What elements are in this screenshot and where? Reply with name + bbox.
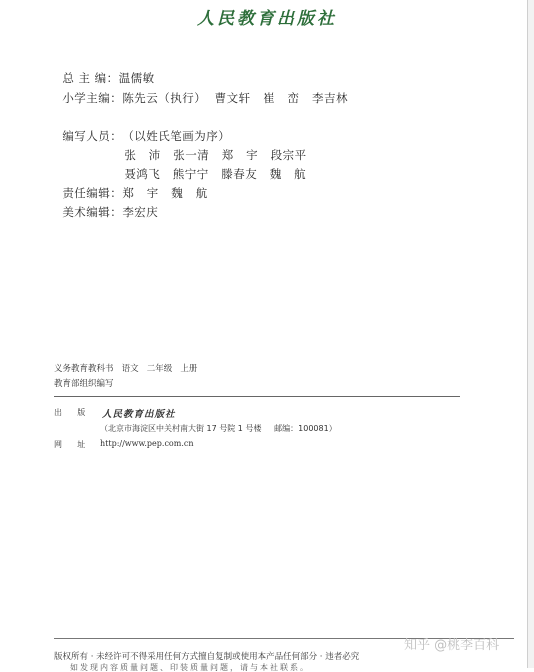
credit-value: （以姓氏笔画为序） (122, 129, 231, 143)
watermark: 知乎 @桃李百科 (404, 638, 500, 653)
credit-label: 总 主 编： (62, 71, 119, 85)
credit-value: 李宏庆 (122, 205, 159, 219)
publisher-logo-top: 人民教育出版社 (197, 9, 337, 29)
publisher-address: （北京市海淀区中关村南大街 17 号院 1 号楼 邮编：100081） (100, 424, 337, 433)
credit-label: 编写人员： (62, 129, 123, 143)
publisher-logo-small: 人民教育出版社 (102, 409, 176, 420)
book-title: 义务教育教科书 语文 二年级 上册 (54, 364, 198, 374)
copyright-notice: 版权所有 · 未经许可不得采用任何方式擅自复制或使用本产品任何部分 · 违者必究 (54, 652, 360, 662)
credit-value: 张 沛 张一清 郑 宇 段宗平 (124, 148, 307, 162)
page-right-margin (528, 0, 534, 668)
publisher-label: 出 版 (54, 408, 86, 417)
credit-label: 美术编辑： (62, 205, 123, 219)
credit-value: 温儒敏 (118, 71, 155, 85)
credit-label: 小学主编： (62, 91, 123, 105)
credit-label: 责任编辑： (62, 186, 123, 200)
credit-value: 聂鸿飞 熊宁宁 滕春友 魏 航 (124, 167, 307, 181)
credit-value: 陈先云（执行） 曹文轩 崔 峦 李吉林 (122, 91, 349, 105)
divider-top (54, 396, 460, 397)
credit-art-editor (54, 190, 158, 220)
website-label: 网 址 (54, 440, 86, 449)
cut-off-text (70, 663, 350, 672)
credit-value: 郑 宇 魏 航 (122, 186, 208, 200)
website-url: http://www.pep.com.cn (100, 439, 194, 448)
credit-primary-editor (54, 76, 348, 106)
cut-off-text-content: 如发现内容质量问题、印装质量问题，请与本社联系。 (70, 663, 310, 672)
compiler-line: 教育部组织编写 (54, 379, 114, 389)
